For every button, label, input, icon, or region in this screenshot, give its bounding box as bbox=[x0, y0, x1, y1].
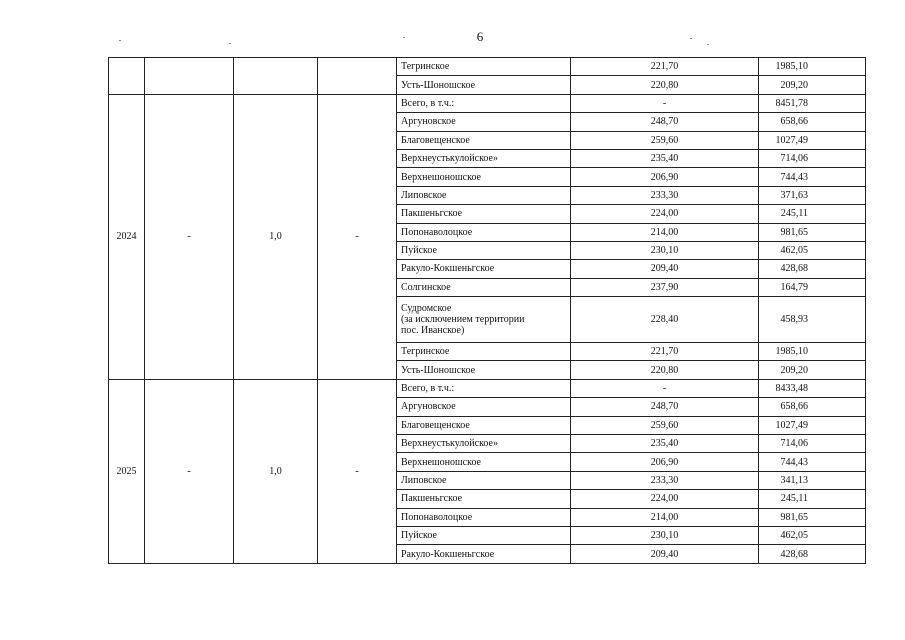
settlement-name-cell: Благовещенское bbox=[397, 416, 571, 434]
value-2-cell: 744,43 bbox=[759, 453, 866, 471]
value-1-cell: 221,70 bbox=[571, 58, 759, 76]
settlement-name-cell: Пакшеньгское bbox=[397, 205, 571, 223]
settlement-name-cell: Пакшеньгское bbox=[397, 490, 571, 508]
year-cell: 2025 bbox=[109, 379, 145, 563]
group-col2-cell: - bbox=[145, 379, 234, 563]
group-col3-cell: 1,0 bbox=[234, 379, 318, 563]
group-col2-cell bbox=[145, 58, 234, 95]
value-2-cell: 462,05 bbox=[759, 241, 866, 259]
value-1-cell: 248,70 bbox=[571, 113, 759, 131]
value-2-cell: 371,63 bbox=[759, 186, 866, 204]
value-2-cell: 458,93 bbox=[759, 297, 866, 343]
value-1-cell: 206,90 bbox=[571, 453, 759, 471]
value-1-cell: 206,90 bbox=[571, 168, 759, 186]
value-1-cell: 233,30 bbox=[571, 471, 759, 489]
year-cell: 2024 bbox=[109, 94, 145, 379]
value-1-cell: 235,40 bbox=[571, 149, 759, 167]
settlement-name-cell: Верхнеустькулойское» bbox=[397, 435, 571, 453]
value-2-cell: 714,06 bbox=[759, 149, 866, 167]
group-col4-cell: - bbox=[318, 379, 397, 563]
value-1-cell: 214,00 bbox=[571, 223, 759, 241]
settlement-name-line: (за исключением территории bbox=[401, 314, 525, 326]
value-2-cell: 744,43 bbox=[759, 168, 866, 186]
value-2-cell: 8433,48 bbox=[759, 379, 866, 397]
table-row bbox=[109, 94, 866, 112]
table-row bbox=[109, 379, 866, 397]
settlement-name-cell: Липовское bbox=[397, 186, 571, 204]
value-2-cell: 245,11 bbox=[759, 490, 866, 508]
value-1-cell: 220,80 bbox=[571, 361, 759, 379]
value-2-cell: 209,20 bbox=[759, 361, 866, 379]
value-1-cell: 224,00 bbox=[571, 205, 759, 223]
settlement-name-cell: Благовещенское bbox=[397, 131, 571, 149]
value-1-cell: 209,40 bbox=[571, 545, 759, 563]
value-1-cell: 230,10 bbox=[571, 241, 759, 259]
settlement-name-cell: Липовское bbox=[397, 471, 571, 489]
settlement-name-cell: Верхнешоношское bbox=[397, 453, 571, 471]
group-col4-cell: - bbox=[318, 94, 397, 379]
group-col4-cell bbox=[318, 58, 397, 95]
settlement-name-cell: Ракуло-Кокшеньгское bbox=[397, 545, 571, 563]
page-number: 6 bbox=[476, 29, 484, 44]
settlement-name-cell: Верхнеустькулойское» bbox=[397, 149, 571, 167]
value-2-cell: 981,65 bbox=[759, 223, 866, 241]
value-1-cell: 235,40 bbox=[571, 435, 759, 453]
settlement-name-line: Судромское bbox=[401, 303, 452, 315]
settlement-name-cell: Ракуло-Кокшеньгское bbox=[397, 260, 571, 278]
value-2-cell: 428,68 bbox=[759, 260, 866, 278]
settlement-name-cell: Всего, в т.ч.: bbox=[397, 94, 571, 112]
value-1-cell: 230,10 bbox=[571, 526, 759, 544]
value-2-cell: 981,65 bbox=[759, 508, 866, 526]
value-1-cell: - bbox=[571, 94, 759, 112]
value-2-cell: 245,11 bbox=[759, 205, 866, 223]
scan-speck bbox=[403, 37, 405, 38]
scan-speck bbox=[119, 40, 121, 41]
value-1-cell: 237,90 bbox=[571, 278, 759, 296]
settlement-name-cell: Тегринское bbox=[397, 58, 571, 76]
settlement-name-cell: Всего, в т.ч.: bbox=[397, 379, 571, 397]
settlement-name-cell: Усть-Шоношское bbox=[397, 76, 571, 94]
value-2-cell: 341,13 bbox=[759, 471, 866, 489]
table-body bbox=[109, 58, 866, 564]
settlement-name-cell: Попонаволоцкое bbox=[397, 508, 571, 526]
value-2-cell: 209,20 bbox=[759, 76, 866, 94]
settlement-name-cell: Верхнешоношское bbox=[397, 168, 571, 186]
group-col3-cell: 1,0 bbox=[234, 94, 318, 379]
value-2-cell: 1985,10 bbox=[759, 58, 866, 76]
municipality-table bbox=[108, 57, 866, 564]
value-1-cell: 214,00 bbox=[571, 508, 759, 526]
scan-speck bbox=[229, 43, 231, 44]
settlement-name-cell: Пуйское bbox=[397, 526, 571, 544]
table-row bbox=[109, 58, 866, 76]
value-2-cell: 1027,49 bbox=[759, 416, 866, 434]
value-2-cell: 1985,10 bbox=[759, 343, 866, 361]
settlement-name-line: пос. Иванское) bbox=[401, 325, 465, 337]
value-2-cell: 164,79 bbox=[759, 278, 866, 296]
value-1-cell: - bbox=[571, 379, 759, 397]
value-2-cell: 714,06 bbox=[759, 435, 866, 453]
value-1-cell: 209,40 bbox=[571, 260, 759, 278]
value-2-cell: 658,66 bbox=[759, 398, 866, 416]
scan-speck bbox=[690, 38, 692, 39]
settlement-name-cell: Тегринское bbox=[397, 343, 571, 361]
settlement-name-cell: Усть-Шоношское bbox=[397, 361, 571, 379]
value-1-cell: 259,60 bbox=[571, 416, 759, 434]
settlement-name-cell: Аргуновское bbox=[397, 398, 571, 416]
settlement-name-cell: Аргуновское bbox=[397, 113, 571, 131]
settlement-name-cell: Солгинское bbox=[397, 278, 571, 296]
value-2-cell: 1027,49 bbox=[759, 131, 866, 149]
value-1-cell: 248,70 bbox=[571, 398, 759, 416]
value-1-cell: 221,70 bbox=[571, 343, 759, 361]
settlement-name-cell: Пуйское bbox=[397, 241, 571, 259]
value-1-cell: 259,60 bbox=[571, 131, 759, 149]
value-1-cell: 233,30 bbox=[571, 186, 759, 204]
value-2-cell: 462,05 bbox=[759, 526, 866, 544]
value-2-cell: 428,68 bbox=[759, 545, 866, 563]
value-1-cell: 224,00 bbox=[571, 490, 759, 508]
value-2-cell: 658,66 bbox=[759, 113, 866, 131]
group-col2-cell: - bbox=[145, 94, 234, 379]
value-1-cell: 228,40 bbox=[571, 297, 759, 343]
scan-speck bbox=[707, 44, 709, 45]
settlement-name-cell bbox=[397, 297, 571, 343]
group-col3-cell bbox=[234, 58, 318, 95]
value-1-cell: 220,80 bbox=[571, 76, 759, 94]
value-2-cell: 8451,78 bbox=[759, 94, 866, 112]
year-cell bbox=[109, 58, 145, 95]
settlement-name-cell: Попонаволоцкое bbox=[397, 223, 571, 241]
